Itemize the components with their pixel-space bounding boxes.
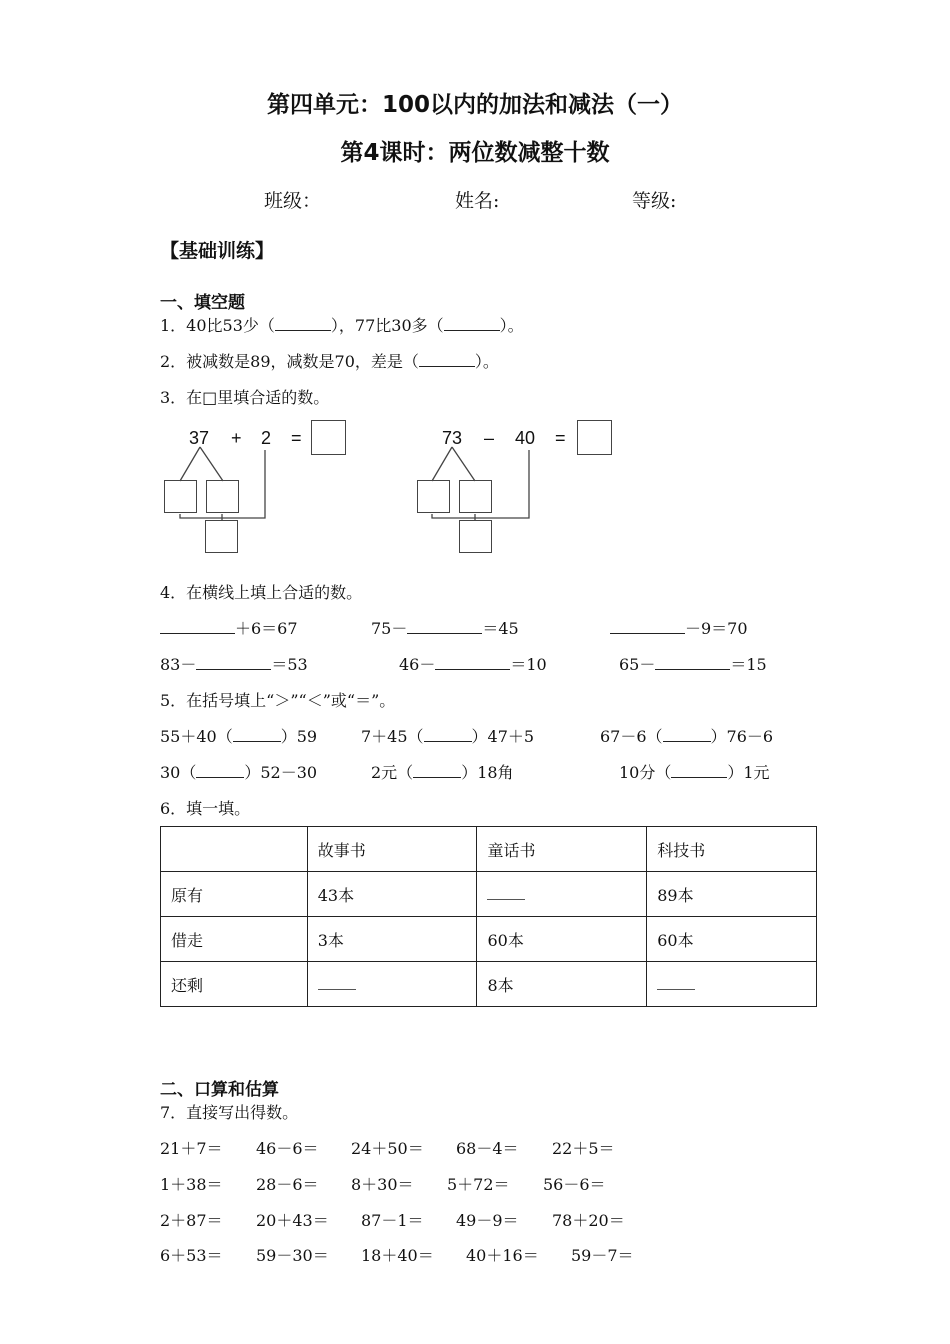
training-label: 【基础训练】 bbox=[160, 240, 275, 262]
q4-item-1 bbox=[160, 616, 298, 639]
q5-text-5a: 2元（ bbox=[371, 763, 414, 782]
q5-item-2 bbox=[361, 724, 534, 747]
q4-blank-5[interactable] bbox=[435, 655, 510, 670]
table-header-cell bbox=[161, 827, 308, 872]
d1-split-box-ones[interactable] bbox=[206, 480, 239, 513]
q5-text-3b: ）76－6 bbox=[710, 727, 774, 746]
math-item: 59－7＝ bbox=[571, 1246, 634, 1265]
table-cell-blank[interactable] bbox=[477, 872, 647, 917]
q5-text-6b: ）1元 bbox=[727, 763, 770, 782]
q5-text-1b: ）59 bbox=[280, 727, 318, 746]
d2-result-box[interactable] bbox=[577, 420, 612, 455]
math-item: 56－6＝ bbox=[543, 1175, 606, 1194]
math-item: 24＋50＝ bbox=[351, 1139, 424, 1158]
d2-number-1: 73 bbox=[442, 428, 463, 448]
fill-line bbox=[318, 979, 356, 990]
class-label: 班级： bbox=[264, 190, 322, 212]
q5-blank-5[interactable] bbox=[413, 763, 461, 778]
grade-label: 等级: bbox=[632, 190, 677, 212]
q1-text-a: 1．40比53少（ bbox=[160, 316, 275, 335]
d1-result-box[interactable] bbox=[311, 420, 346, 455]
q4-item-6 bbox=[619, 652, 767, 675]
d2-split-box-ones[interactable] bbox=[459, 480, 492, 513]
d2-split-box-tens[interactable] bbox=[417, 480, 450, 513]
table-cell: 60本 bbox=[647, 917, 817, 962]
math-item: 18＋40＝ bbox=[361, 1246, 434, 1265]
q5-text-4b: ）52－30 bbox=[244, 763, 318, 782]
d2-equals: = bbox=[555, 428, 566, 448]
q4-blank-4[interactable] bbox=[196, 655, 271, 670]
math-item: 6＋53＝ bbox=[160, 1246, 223, 1265]
q4-item-3 bbox=[610, 616, 748, 639]
q4-blank-2[interactable] bbox=[407, 619, 482, 634]
q4-text-6a: 65－ bbox=[619, 655, 656, 674]
q4-text-2b: ＝45 bbox=[482, 619, 519, 638]
question-6-label: 6．填一填。 bbox=[160, 799, 251, 818]
math-item: 2＋87＝ bbox=[160, 1211, 223, 1230]
q1-blank-1[interactable] bbox=[275, 316, 331, 331]
math-item: 28－6＝ bbox=[256, 1175, 319, 1194]
table-cell: 89本 bbox=[647, 872, 817, 917]
d1-number-1: 37 bbox=[189, 428, 210, 448]
q5-item-5 bbox=[371, 760, 514, 783]
q5-text-3a: 67－6（ bbox=[600, 727, 663, 746]
table-row bbox=[161, 872, 817, 917]
q4-text-5a: 46－ bbox=[399, 655, 436, 674]
q5-item-6 bbox=[619, 760, 770, 783]
table-cell: 43本 bbox=[307, 872, 477, 917]
table-cell-blank[interactable] bbox=[647, 962, 817, 1007]
q5-text-1a: 55＋40（ bbox=[160, 727, 233, 746]
table-row bbox=[161, 917, 817, 962]
q4-item-2 bbox=[371, 616, 519, 639]
page-subtitle: 第4课时：两位数减整十数 bbox=[340, 140, 610, 166]
math-item: 20＋43＝ bbox=[256, 1211, 329, 1230]
math-item: 87－1＝ bbox=[361, 1211, 424, 1230]
q4-text-6b: ＝15 bbox=[730, 655, 767, 674]
q1-blank-2[interactable] bbox=[444, 316, 500, 331]
q5-item-4 bbox=[160, 760, 317, 783]
q2-blank[interactable] bbox=[419, 352, 475, 367]
q4-blank-6[interactable] bbox=[655, 655, 730, 670]
d1-split-box-tens[interactable] bbox=[164, 480, 197, 513]
q4-text-5b: ＝10 bbox=[510, 655, 547, 674]
q4-text-4b: ＝53 bbox=[271, 655, 308, 674]
q5-blank-4[interactable] bbox=[196, 763, 244, 778]
q5-blank-1[interactable] bbox=[233, 727, 281, 742]
q5-text-6a: 10分（ bbox=[619, 763, 672, 782]
page-title: 第四单元：100以内的加法和减法（一） bbox=[266, 92, 683, 118]
question-7-label: 7．直接写出得数。 bbox=[160, 1103, 299, 1122]
q1-text-c: ）。 bbox=[499, 316, 524, 335]
question-2 bbox=[160, 349, 499, 372]
table-cell: 3本 bbox=[307, 917, 477, 962]
question-5-label: 5．在括号填上“＞”“＜”或“＝”。 bbox=[160, 691, 396, 710]
q5-item-3 bbox=[600, 724, 773, 747]
q4-blank-3[interactable] bbox=[610, 619, 685, 634]
table-header-cell: 童话书 bbox=[477, 827, 647, 872]
math-item: 46－6＝ bbox=[256, 1139, 319, 1158]
books-table bbox=[160, 826, 817, 1007]
d2-result-box-2[interactable] bbox=[459, 520, 492, 553]
table-row bbox=[161, 962, 817, 1007]
section2-title: 二、口算和估算 bbox=[160, 1080, 279, 1100]
q4-text-3: －9＝70 bbox=[685, 619, 748, 638]
math-item: 22＋5＝ bbox=[552, 1139, 615, 1158]
q2-text-a: 2．被减数是89，减数是70，差是（ bbox=[160, 352, 419, 371]
fill-line bbox=[487, 889, 525, 900]
d2-operator: – bbox=[484, 428, 495, 448]
name-label: 姓名: bbox=[455, 190, 500, 212]
d1-operator: + bbox=[231, 428, 242, 448]
math-item: 49－9＝ bbox=[456, 1211, 519, 1230]
math-item: 40＋16＝ bbox=[466, 1246, 539, 1265]
d2-number-2: 40 bbox=[515, 428, 536, 448]
math-item: 68－4＝ bbox=[456, 1139, 519, 1158]
q5-text-2a: 7＋45（ bbox=[361, 727, 424, 746]
q5-blank-6[interactable] bbox=[671, 763, 727, 778]
math-item: 5＋72＝ bbox=[447, 1175, 510, 1194]
table-cell: 8本 bbox=[477, 962, 647, 1007]
table-header-cell: 故事书 bbox=[307, 827, 477, 872]
q5-item-1 bbox=[160, 724, 317, 747]
math-item: 1＋38＝ bbox=[160, 1175, 223, 1194]
q5-text-4a: 30（ bbox=[160, 763, 197, 782]
question-4-label: 4．在横线上填上合适的数。 bbox=[160, 583, 363, 602]
section1-title: 一、填空题 bbox=[160, 293, 245, 313]
q4-text-4a: 83－ bbox=[160, 655, 197, 674]
row-label: 还剩 bbox=[161, 962, 308, 1007]
math-item: 21＋7＝ bbox=[160, 1139, 223, 1158]
q5-text-2b: ）47＋5 bbox=[471, 727, 535, 746]
q4-item-5 bbox=[399, 652, 547, 675]
q5-text-5b: ）18角 bbox=[461, 763, 514, 782]
table-cell: 60本 bbox=[477, 917, 647, 962]
q4-text-2a: 75－ bbox=[371, 619, 408, 638]
q4-text-1: ＋6＝67 bbox=[235, 619, 298, 638]
table-header-row bbox=[161, 827, 817, 872]
table-cell-blank[interactable] bbox=[307, 962, 477, 1007]
row-label: 原有 bbox=[161, 872, 308, 917]
d1-equals: = bbox=[291, 428, 302, 448]
question-3-label: 3．在□里填合适的数。 bbox=[160, 388, 330, 407]
math-item: 59－30＝ bbox=[256, 1246, 329, 1265]
d1-number-2: 2 bbox=[261, 428, 272, 448]
d1-sum-box[interactable] bbox=[205, 520, 238, 553]
q4-blank-1[interactable] bbox=[160, 619, 235, 634]
row-label: 借走 bbox=[161, 917, 308, 962]
math-item: 8＋30＝ bbox=[351, 1175, 414, 1194]
q2-text-b: ）。 bbox=[474, 352, 499, 371]
math-item: 78＋20＝ bbox=[552, 1211, 625, 1230]
q5-blank-3[interactable] bbox=[663, 727, 711, 742]
question-1 bbox=[160, 313, 524, 336]
table-header-cell: 科技书 bbox=[647, 827, 817, 872]
q4-item-4 bbox=[160, 652, 308, 675]
q5-blank-2[interactable] bbox=[424, 727, 472, 742]
q1-text-b: ），77比30多（ bbox=[330, 316, 444, 335]
fill-line bbox=[657, 979, 695, 990]
